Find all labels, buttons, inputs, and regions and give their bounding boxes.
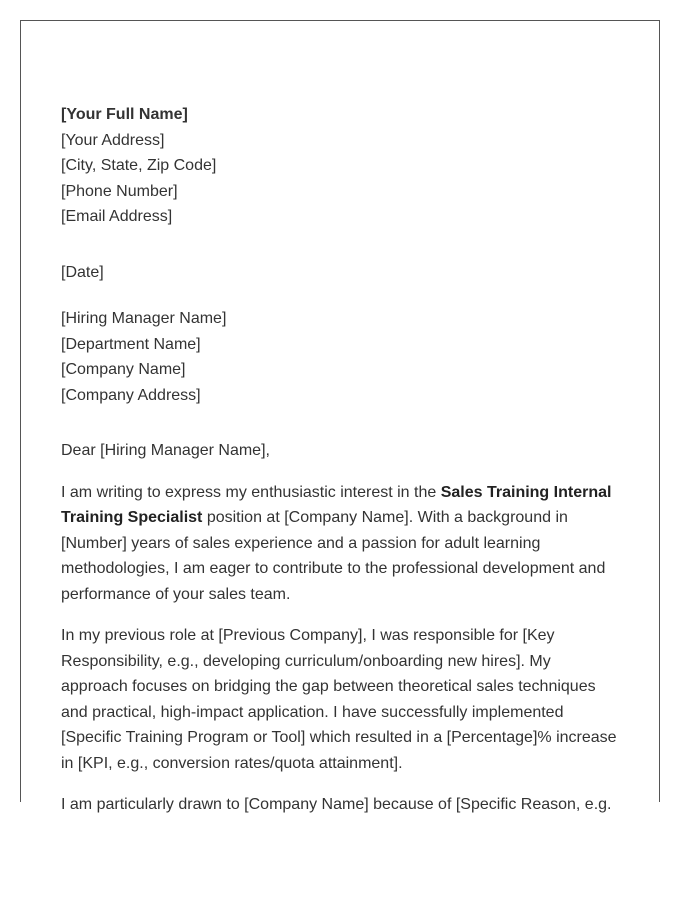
sender-name: [Your Full Name] <box>61 106 188 123</box>
paragraph-motivation: I am particularly drawn to [Company Name] because of [Specific Reason, e.g. <box>61 796 612 813</box>
paragraph-intro-before: I am writing to express my enthusiastic interest in the <box>61 483 441 501</box>
recipient-company: [Company Name] <box>61 361 186 378</box>
sender-email: [Email Address] <box>61 208 173 225</box>
spacer <box>61 230 621 260</box>
recipient-department: [Department Name] <box>61 335 201 353</box>
position-title: Sales Training Internal Training Specialist <box>61 483 612 526</box>
spacer <box>61 408 621 438</box>
sender-phone: [Phone Number] <box>61 182 178 200</box>
spacer <box>61 285 621 306</box>
sender-city-state-zip: [City, State, Zip Code] <box>61 157 217 174</box>
recipient-block <box>61 306 621 408</box>
paragraph-intro <box>61 480 621 608</box>
letter-page <box>20 20 660 813</box>
recipient-company-address: [Company Address] <box>61 386 201 404</box>
salutation: Dear [Hiring Manager Name], <box>61 442 270 459</box>
letter-date: [Date] <box>61 263 104 281</box>
paragraph-intro-after: position at [Company Name]. With a background in [Number] years of sales experience and a passion for adult learning methodologies, I am eager to contribute to the professional development and performance of your sales team. <box>61 509 606 603</box>
paragraph-experience: In my previous role at [Previous Company], I was responsible for [Key Responsibility, e.g., developing curriculum/onboarding new hires]. My approach focuses on bridging the gap between theoretical sales techniques and practical, high-impact application. I have successfully implemented [Specific Training Program or Tool] which resulted in a [Percentage]% increase in [KPI, e.g., conversion rates/quota attainment]. <box>61 627 617 772</box>
letter-content <box>61 102 621 818</box>
recipient-manager: [Hiring Manager Name] <box>61 310 227 327</box>
sender-block <box>61 102 621 230</box>
sender-address: [Your Address] <box>61 131 165 149</box>
